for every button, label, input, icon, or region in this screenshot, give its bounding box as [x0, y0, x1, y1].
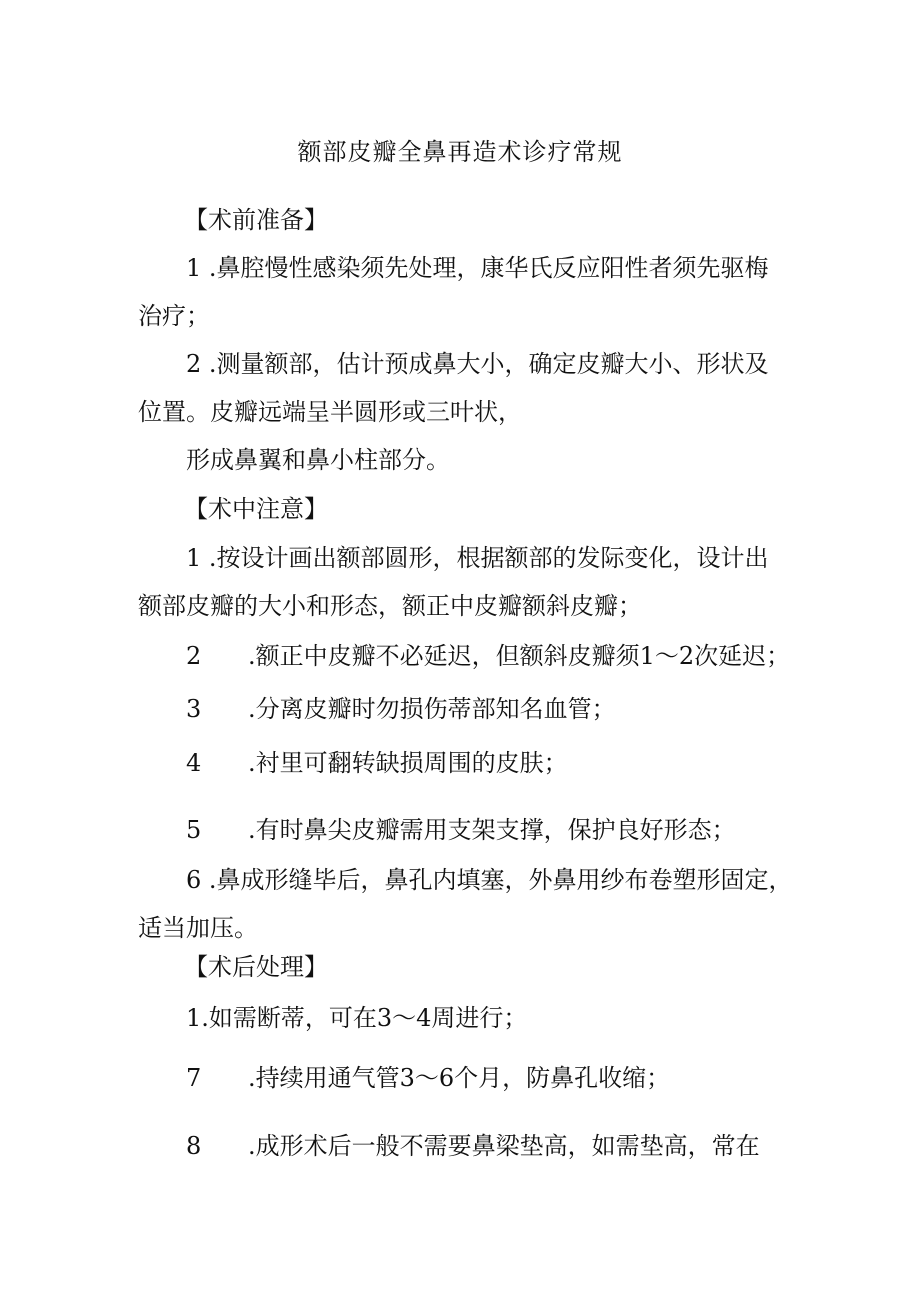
- intraop-item-5-text: .有时鼻尖皮瓣需用支架支撑，保护良好形态；: [248, 816, 736, 844]
- postop-item-7: [186, 1060, 670, 1096]
- intraop-item-4-text: .衬里可翻转缺损周围的皮肤；: [248, 749, 568, 777]
- preop-item-1-line-1: [186, 250, 769, 286]
- intraop-item-1-line-1: [186, 540, 769, 576]
- preop-item-1-line-2: 治疗；: [138, 302, 210, 330]
- preop-item-1-text: .鼻腔慢性感染须先处理，康华氏反应阳性者须先驱梅: [208, 254, 769, 282]
- preop-item-2-line-1: [186, 346, 769, 382]
- postop-item-7-number: 7: [186, 1064, 202, 1092]
- intraop-item-3-text: .分离皮瓣时勿损伤蒂部知名血管；: [248, 695, 616, 723]
- postop-item-8: [186, 1128, 760, 1164]
- intraop-item-5: [186, 812, 736, 848]
- intraop-item-2-number: 2: [186, 642, 202, 670]
- intraop-item-2: [186, 638, 790, 674]
- intraop-item-3: [186, 691, 616, 727]
- preop-item-1-number: 1: [186, 254, 202, 282]
- preop-item-2-line-3: 形成鼻翼和鼻小柱部分。: [186, 446, 450, 474]
- intraop-item-5-number: 5: [186, 816, 202, 844]
- postop-item-8-text: .成形术后一般不需要鼻梁垫高，如需垫高，常在: [248, 1132, 760, 1160]
- intraop-item-6-text: .鼻成形缝毕后，鼻孔内填塞，外鼻用纱布卷塑形固定，: [208, 866, 793, 894]
- section-heading-intraop: 【术中注意】: [184, 495, 328, 523]
- intraop-item-6-line-2: 适当加压。: [138, 914, 258, 942]
- intraop-item-4: [186, 745, 568, 781]
- section-heading-preop: 【术前准备】: [184, 206, 328, 234]
- section-heading-postop: 【术后处理】: [184, 953, 328, 981]
- intraop-item-6-number: 6: [186, 866, 202, 894]
- postop-item-1: 1.如需断蒂，可在3～4周进行；: [186, 1004, 528, 1032]
- preop-item-2-number: 2: [186, 350, 202, 378]
- postop-item-8-number: 8: [186, 1132, 202, 1160]
- intraop-item-1-text: .按设计画出额部圆形，根据额部的发际变化，设计出: [208, 544, 769, 572]
- intraop-item-3-number: 3: [186, 695, 202, 723]
- preop-item-2-text: .测量额部，估计预成鼻大小，确定皮瓣大小、形状及: [208, 350, 769, 378]
- document-title: 额部皮瓣全鼻再造术诊疗常规: [297, 138, 623, 166]
- intraop-item-1-number: 1: [186, 544, 202, 572]
- intraop-item-6-line-1: [186, 862, 793, 898]
- postop-item-7-text: .持续用通气管3～6个月，防鼻孔收缩；: [248, 1064, 671, 1092]
- intraop-item-1-line-2: 额部皮瓣的大小和形态，额正中皮瓣额斜皮瓣；: [138, 592, 642, 620]
- intraop-item-2-text: .额正中皮瓣不必延迟，但额斜皮瓣须1～2次延迟；: [248, 642, 791, 670]
- preop-item-2-line-2: 位置。皮瓣远端呈半圆形或三叶状，: [138, 398, 522, 426]
- intraop-item-4-number: 4: [186, 749, 202, 777]
